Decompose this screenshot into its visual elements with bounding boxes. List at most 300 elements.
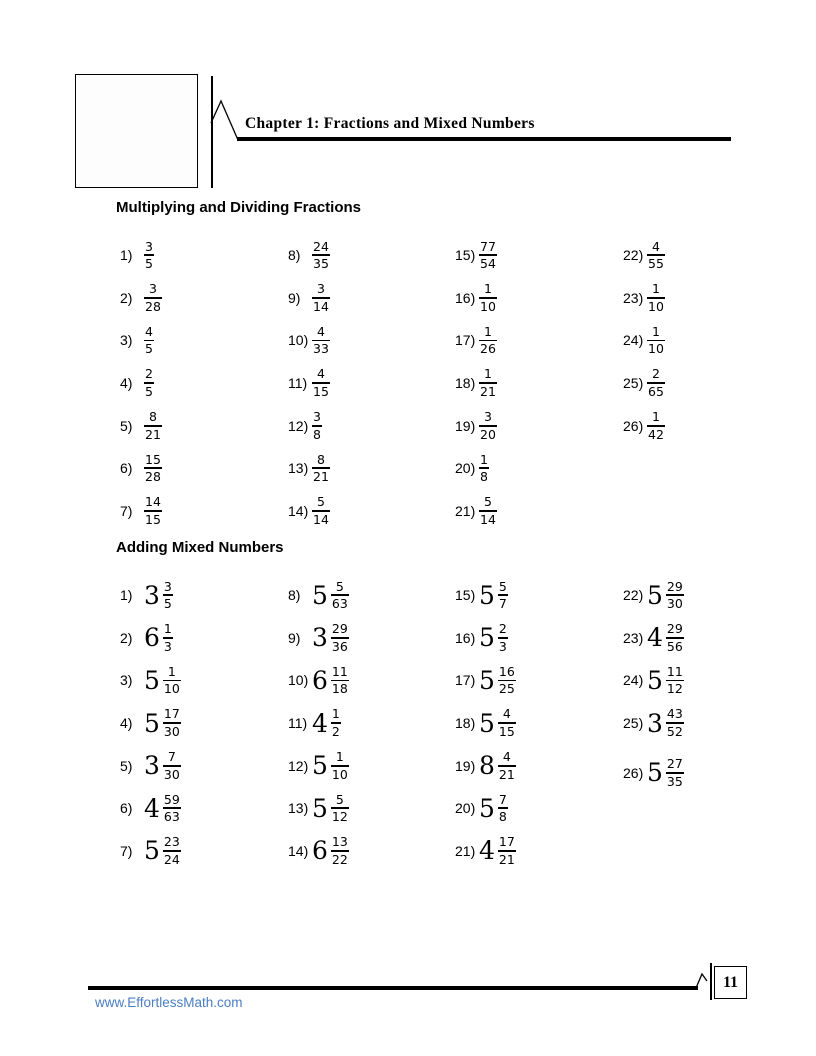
answer-item [288,702,450,745]
whole-number: 8 [479,751,495,781]
item-number: 26) [623,417,644,434]
answer-item [120,659,282,702]
answer-item [455,404,617,447]
fraction-denominator: 5 [145,383,153,399]
fraction-denominator: 21 [498,766,515,782]
answer-item [455,702,617,745]
answer-item [120,447,282,490]
item-number: 3) [120,332,133,349]
fraction-denominator: 21 [313,469,329,485]
fraction-denominator: 63 [331,596,348,612]
fraction-denominator: 56 [666,638,683,654]
answer-item [455,830,617,873]
whole-number: 5 [647,580,663,610]
item-number: 9) [288,629,301,646]
whole-number: 5 [479,580,495,610]
whole-number: 5 [144,836,160,866]
fraction-numerator: 3 [483,409,492,425]
footer-vertical-rule [710,963,712,1000]
item-number: 2) [120,289,133,306]
fraction-denominator: 30 [163,723,180,739]
item-number: 11) [288,715,308,732]
fraction [331,750,349,781]
fraction [479,325,497,356]
footer-rule [88,986,698,990]
item-number: 22) [623,587,644,604]
fraction [163,750,181,781]
fraction-denominator: 55 [648,256,664,272]
answer-item [623,404,785,447]
answer-item [455,234,617,277]
item-number: 7) [120,842,133,859]
answers-column [623,574,785,794]
fraction-denominator: 42 [648,426,664,442]
fraction [163,665,181,696]
fraction-numerator: 5 [483,494,492,510]
item-number: 6) [120,460,133,477]
answers-column [455,574,617,872]
item-number: 1) [120,587,133,604]
item-number: 11) [288,375,308,392]
fraction-numerator: 1 [483,323,492,339]
fraction-numerator: 2 [145,366,153,382]
answers-column [120,234,282,532]
item-number: 20) [455,460,476,477]
answer-item [623,234,785,277]
fraction [647,240,665,271]
fraction [144,367,154,398]
fraction-denominator: 3 [163,638,172,654]
fraction [144,325,154,356]
item-number: 6) [120,800,133,817]
fraction [312,495,330,526]
answers-grid-adding-mixed-numbers [120,574,780,879]
fraction [666,580,684,611]
answer-item [120,787,282,830]
fraction [479,240,497,271]
item-number: 19) [455,417,476,434]
item-number: 1) [120,247,133,264]
item-number: 10) [288,332,309,349]
fraction [312,240,330,271]
fraction-numerator: 13 [331,834,348,850]
answer-item [288,830,450,873]
fraction [331,580,349,611]
fraction-numerator: 59 [163,791,180,807]
fraction-numerator: 3 [145,238,153,254]
fraction-denominator: 35 [666,773,683,789]
item-number: 17) [455,672,476,689]
fraction [479,367,497,398]
fraction-denominator: 7 [498,596,507,612]
fraction-numerator: 5 [335,578,344,594]
answer-item [120,404,282,447]
chapter-title: Chapter 1: Fractions and Mixed Numbers [245,115,535,132]
whole-number: 4 [144,793,160,823]
fraction [498,622,508,653]
whole-number: 3 [144,751,160,781]
section-title-adding-mixed-numbers: Adding Mixed Numbers [116,539,284,556]
item-number: 8) [288,587,301,604]
answer-item [455,744,617,787]
fraction [331,622,349,653]
item-number: 25) [623,375,644,392]
item-number: 21) [455,502,476,519]
fraction-numerator: 17 [163,706,180,722]
fraction [498,835,516,866]
answer-item [623,319,785,362]
fraction [331,665,349,696]
answer-item [455,659,617,702]
fraction [312,282,330,313]
fraction [479,410,497,441]
fraction-numerator: 27 [666,756,683,772]
item-number: 24) [623,672,644,689]
fraction-denominator: 10 [648,298,664,314]
item-number: 17) [455,332,476,349]
item-number: 4) [120,715,133,732]
fraction [163,835,181,866]
answer-item [623,751,785,794]
fraction-denominator: 5 [163,596,172,612]
item-number: 15) [455,247,476,264]
answers-column [288,574,450,872]
fraction-numerator: 7 [498,791,507,807]
fraction-numerator: 11 [666,663,683,679]
fraction-denominator: 28 [145,469,161,485]
answers-grid-multiplying-dividing [120,234,780,534]
whole-number: 4 [479,836,495,866]
fraction-denominator: 28 [145,298,161,314]
fraction [163,622,173,653]
page-number-badge [714,966,747,999]
item-number: 10) [288,672,309,689]
answer-item [455,787,617,830]
fraction-denominator: 52 [666,723,683,739]
fraction-numerator: 3 [163,578,172,594]
whole-number: 3 [312,623,328,653]
item-number: 8) [288,247,301,264]
answers-column [455,234,617,532]
fraction-numerator: 77 [480,238,496,254]
answer-item [120,319,282,362]
fraction-numerator: 3 [148,281,157,297]
fraction [312,367,330,398]
fraction [479,282,497,313]
fraction [331,707,341,738]
fraction-numerator: 1 [167,663,176,679]
fraction [498,707,516,738]
whole-number: 4 [312,708,328,738]
whole-number: 5 [144,708,160,738]
item-number: 14) [288,842,309,859]
item-number: 14) [288,502,309,519]
item-number: 2) [120,629,133,646]
fraction-numerator: 43 [666,706,683,722]
item-number: 13) [288,800,309,817]
whole-number: 3 [144,580,160,610]
answer-item [120,744,282,787]
fraction-numerator: 1 [331,706,340,722]
answer-item [623,617,785,660]
fraction-numerator: 29 [331,621,348,637]
fraction [312,410,322,441]
whole-number: 6 [144,623,160,653]
answer-item [455,490,617,533]
fraction-denominator: 8 [313,426,321,442]
fraction-numerator: 4 [316,323,325,339]
fraction-denominator: 30 [163,766,180,782]
item-number: 25) [623,715,644,732]
fraction-denominator: 3 [498,638,507,654]
answer-item [120,234,282,277]
fraction-denominator: 14 [313,298,329,314]
item-number: 23) [623,289,644,306]
answer-item [120,490,282,533]
fraction-denominator: 8 [480,469,488,485]
answer-item [288,744,450,787]
fraction-numerator: 3 [316,281,325,297]
fraction-numerator: 4 [502,749,511,765]
answer-item [288,319,450,362]
fraction-numerator: 7 [167,749,176,765]
fraction-denominator: 54 [480,256,496,272]
fraction [647,282,665,313]
fraction-numerator: 2 [651,366,660,382]
answer-item [288,490,450,533]
section-title-multiplying-dividing-fractions: Multiplying and Dividing Fractions [116,199,362,216]
fraction-denominator: 21 [498,851,515,867]
header-rule [237,137,731,141]
answer-item [120,362,282,405]
page-number: 11 [722,973,739,991]
fraction [666,622,684,653]
fraction-denominator: 5 [145,341,153,357]
answer-item [288,617,450,660]
fraction-denominator: 26 [480,341,496,357]
fraction-denominator: 63 [163,809,180,825]
fraction-numerator: 1 [483,366,492,382]
fraction [498,580,508,611]
fraction-numerator: 15 [145,451,161,467]
fraction-numerator: 1 [651,281,660,297]
answer-item [120,702,282,745]
fraction [163,793,181,824]
fraction [498,665,516,696]
whole-number: 5 [479,665,495,695]
fraction-denominator: 10 [648,341,664,357]
whole-number: 5 [144,665,160,695]
fraction [479,495,497,526]
fraction-numerator: 1 [651,409,660,425]
fraction-numerator: 29 [666,578,683,594]
answer-item [288,277,450,320]
fraction [163,707,181,738]
item-number: 19) [455,757,476,774]
item-number: 5) [120,757,133,774]
answer-item [623,702,785,745]
fraction-numerator: 8 [316,451,325,467]
whole-number: 5 [647,758,663,788]
answer-item [120,830,282,873]
fraction-numerator: 4 [651,238,660,254]
fraction-numerator: 4 [145,323,153,339]
fraction-denominator: 10 [480,298,496,314]
answer-item [288,404,450,447]
fraction-numerator: 1 [480,451,488,467]
fraction-numerator: 5 [316,494,325,510]
fraction-numerator: 11 [331,663,348,679]
item-number: 26) [623,764,644,781]
answer-item [455,617,617,660]
answer-item [455,574,617,617]
item-number: 12) [288,417,309,434]
fraction-denominator: 10 [331,766,348,782]
fraction-numerator: 4 [502,706,511,722]
whole-number: 4 [647,623,663,653]
fraction-denominator: 15 [498,723,515,739]
fraction [479,453,489,484]
fraction [666,757,684,788]
fraction [144,282,162,313]
fraction-denominator: 35 [313,256,329,272]
fraction [331,835,349,866]
whole-number: 5 [479,793,495,823]
fraction [666,707,684,738]
answers-column [623,234,785,447]
fraction-numerator: 4 [316,366,325,382]
whole-number: 5 [479,623,495,653]
fraction-denominator: 65 [648,383,664,399]
fraction-numerator: 5 [498,578,507,594]
whole-number: 5 [312,751,328,781]
fraction [331,793,349,824]
fraction-denominator: 21 [480,383,496,399]
fraction-denominator: 15 [313,383,329,399]
fraction-denominator: 25 [498,681,515,697]
answer-item [623,574,785,617]
answer-item [120,617,282,660]
item-number: 5) [120,417,133,434]
answer-item [623,362,785,405]
fraction-denominator: 8 [498,809,507,825]
answer-item [120,574,282,617]
answer-item [455,319,617,362]
fraction-numerator: 3 [313,409,321,425]
fraction-numerator: 23 [163,834,180,850]
fraction-numerator: 1 [163,621,172,637]
fraction-denominator: 33 [313,341,329,357]
fraction-denominator: 24 [163,851,180,867]
answer-item [455,447,617,490]
item-number: 12) [288,757,309,774]
answer-item [455,362,617,405]
fraction-numerator: 14 [145,494,161,510]
fraction [647,410,665,441]
whole-number: 5 [312,793,328,823]
fraction [312,325,330,356]
fraction-numerator: 1 [651,323,660,339]
fraction [647,325,665,356]
whole-number: 5 [312,580,328,610]
item-number: 18) [455,375,476,392]
fraction-numerator: 16 [498,663,515,679]
fraction [647,367,665,398]
whole-number: 5 [479,708,495,738]
fraction-numerator: 2 [498,621,507,637]
fraction-denominator: 10 [163,681,180,697]
item-number: 7) [120,502,133,519]
item-number: 16) [455,289,476,306]
fraction-denominator: 2 [331,723,340,739]
fraction-denominator: 18 [331,681,348,697]
answer-item [288,447,450,490]
answer-item [623,277,785,320]
answer-item [288,574,450,617]
fraction-denominator: 5 [145,256,153,272]
fraction-denominator: 12 [666,681,683,697]
fraction-numerator: 1 [483,281,492,297]
fraction-numerator: 5 [335,791,344,807]
website-link[interactable]: www.EffortlessMath.com [95,995,243,1010]
item-number: 23) [623,629,644,646]
answer-item [288,787,450,830]
fraction-numerator: 1 [335,749,344,765]
fraction [163,580,173,611]
fraction-denominator: 21 [145,426,161,442]
whole-number: 3 [647,708,663,738]
answers-column [120,574,282,872]
whole-number: 5 [647,665,663,695]
fraction [144,453,162,484]
item-number: 20) [455,800,476,817]
fraction [144,240,154,271]
item-number: 18) [455,715,476,732]
fraction-denominator: 15 [145,511,161,527]
fraction-denominator: 30 [666,596,683,612]
fraction-denominator: 14 [480,511,496,527]
answer-item [288,234,450,277]
fraction [498,793,508,824]
item-number: 16) [455,629,476,646]
item-number: 3) [120,672,133,689]
logo-placeholder-box [75,74,198,188]
item-number: 9) [288,289,301,306]
fraction-denominator: 20 [480,426,496,442]
answer-item [288,659,450,702]
item-number: 21) [455,842,476,859]
fraction-denominator: 22 [331,851,348,867]
fraction-denominator: 12 [331,809,348,825]
item-number: 4) [120,375,133,392]
item-number: 15) [455,587,476,604]
fraction [144,495,162,526]
item-number: 22) [623,247,644,264]
fraction-numerator: 29 [666,621,683,637]
whole-number: 6 [312,665,328,695]
fraction [144,410,162,441]
item-number: 13) [288,460,309,477]
fraction-numerator: 24 [313,238,329,254]
answer-item [120,277,282,320]
fraction-numerator: 8 [148,409,157,425]
answers-column [288,234,450,532]
answer-item [455,277,617,320]
fraction [666,665,684,696]
fraction-denominator: 36 [331,638,348,654]
answer-item [623,659,785,702]
whole-number: 6 [312,836,328,866]
